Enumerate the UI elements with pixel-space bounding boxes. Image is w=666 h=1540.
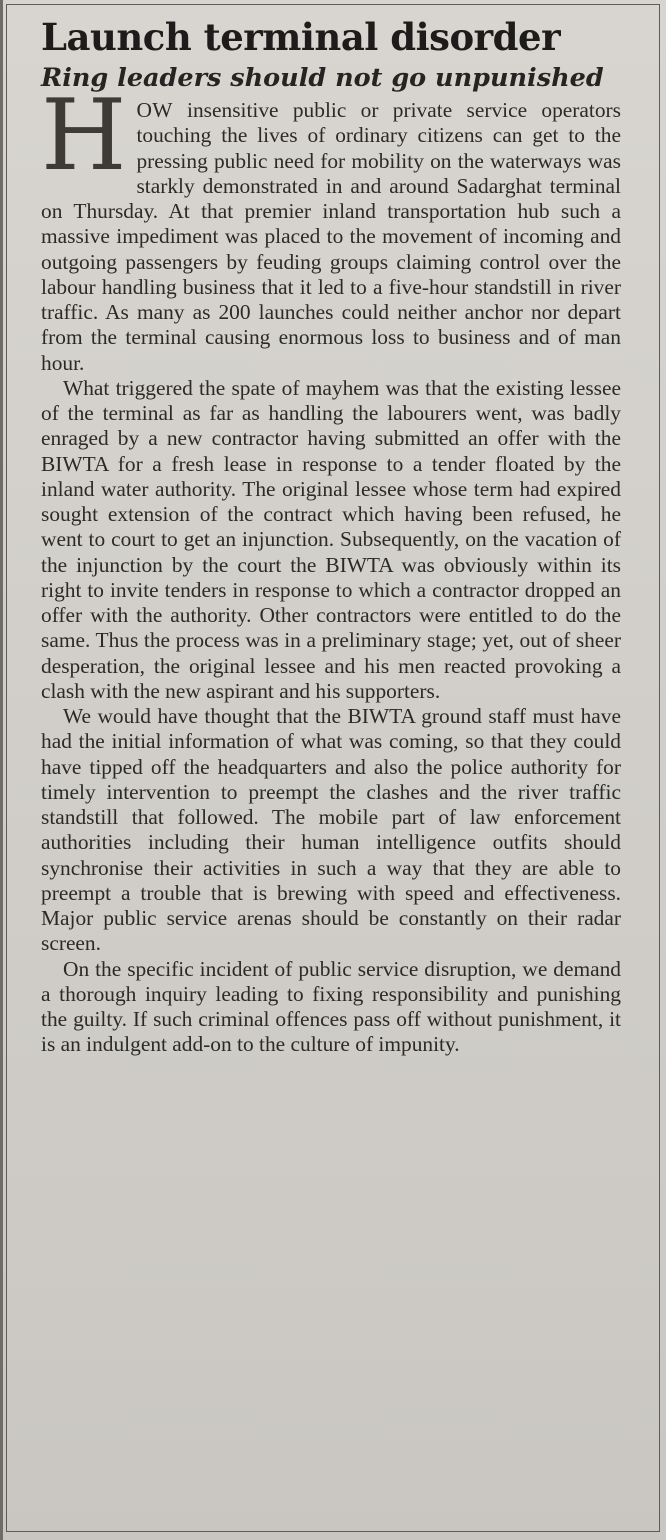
lead-caps: OW [136, 98, 173, 122]
editorial-article [41, 12, 621, 1058]
paragraph-3: We would have thought that the BIWTA ground staff must have had the initial information of what was coming, so that they could have tipped off the headquarters and also the police authority for timely intervention to preempt the clashes and the river traffic standstill that followed. The mobile part of law enforcement authorities including their human intelligence outfits should synchronise their activities in such a way that they are able to preempt a trouble that is brewing with speed and effectiveness. Major public service arenas should be constantly on their radar screen. [41, 704, 621, 956]
article-body [41, 79, 621, 1058]
clipping-edge [0, 0, 3, 1540]
paragraph-1-text: insensitive public or private service operators touching the lives of ordinary citizens can get to the pressing public need for mobility on the waterways was starkly demonstrated in and around Sadarghat terminal on Thursday. At that premier inland transportation hub such a massive impediment was placed to the movement of incoming and outgoing passengers by feuding groups claiming control over the labour handling business that it led to a five-hour standstill in river traffic. As many as 200 launches could neither anchor nor depart from the terminal causing enormous loss to business and of man hour. [41, 98, 621, 375]
paragraph-1 [41, 79, 621, 376]
paragraph-2: What triggered the spate of mayhem was that the existing lessee of the terminal as far as handling the labourers went, was badly enraged by a new contractor having submitted an offer with the BIWTA for a fresh lease in response to a tender floated by the inland water authority. The original lessee whose term had expired sought extension of the contract which having been refused, he went to court to get an injunction. Subsequently, on the vacation of the injunction by the court the BIWTA was obviously within its right to invite tenders in response to which a contractor dropped an offer with the authority. Other contractors were entitled to do the same. Thus the process was in a preliminary stage; yet, out of sheer desperation, the original lessee and his men reacted provoking a clash with the new aspirant and his supporters. [41, 375, 621, 703]
subheadline: Ring leaders should not go unpunished [41, 63, 604, 93]
paragraph-4: On the specific incident of public service disruption, we demand a thorough inquiry leading to fixing responsibility and punishing the guilty. If such criminal offences pass off without punishment, it is an indulgent add-on to the culture of impunity. [41, 956, 621, 1057]
drop-cap: H [41, 79, 127, 193]
headline: Launch terminal disorder [41, 15, 561, 59]
